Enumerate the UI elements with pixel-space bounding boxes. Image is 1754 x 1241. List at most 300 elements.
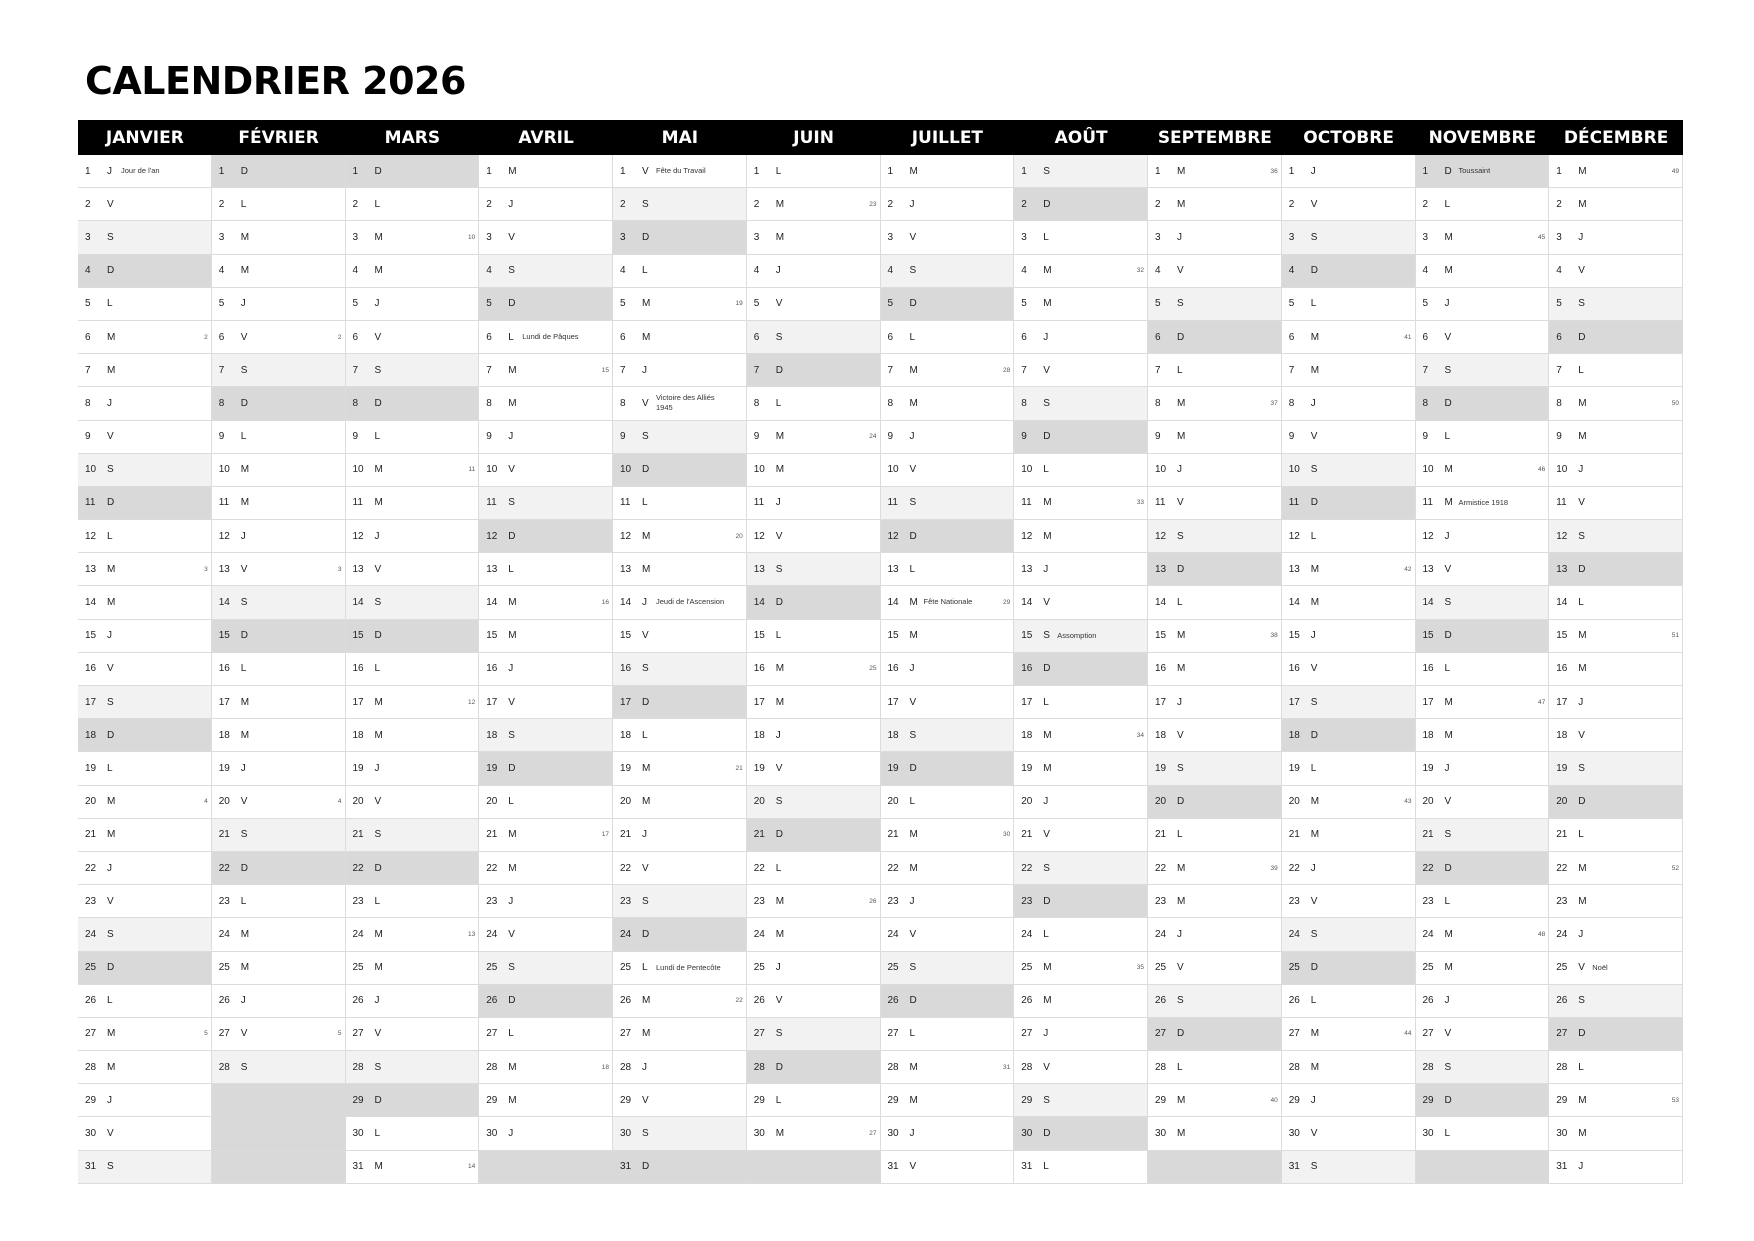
weekday-letter: M — [642, 331, 651, 343]
day-cell — [479, 786, 613, 819]
weekday-letter: V — [240, 796, 248, 808]
weekday-letter: J — [909, 1128, 915, 1140]
weekday-letter: V — [909, 231, 917, 243]
weekday-letter: L — [374, 1128, 381, 1140]
weekday-letter: S — [1310, 928, 1318, 940]
holiday-label: Lundi de Pâques — [522, 331, 579, 341]
day-cell — [881, 885, 1015, 918]
day-number: 19 — [1155, 762, 1167, 774]
day-cell — [479, 819, 613, 852]
weekday-letter: D — [775, 1061, 783, 1073]
day-cell — [1282, 786, 1416, 819]
day-number: 16 — [352, 663, 364, 675]
week-number: 46 — [1538, 466, 1546, 474]
day-number: 13 — [486, 563, 498, 575]
day-number: 17 — [1021, 696, 1033, 708]
day-cell — [1549, 686, 1683, 719]
weekday-letter: V — [1444, 796, 1452, 808]
day-cell — [1549, 752, 1683, 785]
empty-day-cell — [212, 1117, 346, 1150]
weekday-letter: J — [240, 530, 246, 542]
day-number: 22 — [887, 862, 899, 874]
weekday-letter: J — [508, 1128, 514, 1140]
day-cell — [613, 752, 747, 785]
day-cell — [346, 421, 480, 454]
day-number: 10 — [1021, 464, 1033, 476]
day-cell — [1148, 520, 1282, 553]
weekday-letter: J — [1578, 1161, 1584, 1173]
weekday-letter: V — [1444, 1028, 1452, 1040]
weekday-letter: L — [374, 895, 381, 907]
day-number: 25 — [1155, 962, 1167, 974]
day-number: 8 — [1556, 397, 1562, 409]
day-number: 22 — [352, 862, 364, 874]
weekday-letter: M — [107, 597, 116, 609]
weekday-letter: M — [107, 1028, 116, 1040]
day-number: 27 — [218, 1028, 230, 1040]
day-cell — [747, 321, 881, 354]
day-number: 26 — [85, 995, 97, 1007]
weekday-letter: D — [1444, 630, 1452, 642]
weekday-letter: M — [642, 995, 651, 1007]
day-cell — [613, 786, 747, 819]
day-cell — [1282, 852, 1416, 885]
day-cell — [1148, 1051, 1282, 1084]
day-number: 17 — [753, 696, 765, 708]
day-cell — [212, 819, 346, 852]
day-number: 13 — [887, 563, 899, 575]
day-number: 18 — [352, 729, 364, 741]
day-number: 1 — [620, 165, 626, 177]
day-cell — [1416, 1084, 1550, 1117]
day-number: 7 — [1422, 364, 1429, 376]
weekday-letter: L — [1043, 464, 1049, 476]
week-number: 29 — [1003, 599, 1011, 607]
day-number: 24 — [1288, 928, 1300, 940]
day-number: 25 — [620, 962, 632, 974]
day-cell — [78, 1084, 212, 1117]
weekday-letter: D — [1177, 796, 1185, 808]
day-cell — [78, 985, 212, 1018]
weekday-letter: J — [909, 431, 915, 443]
weekday-letter: M — [1578, 1128, 1587, 1140]
day-cell — [881, 1151, 1015, 1184]
week-number: 25 — [869, 665, 877, 673]
weekday-letter: L — [1177, 597, 1183, 609]
day-number: 27 — [1422, 1028, 1434, 1040]
weekday-letter: D — [642, 1161, 650, 1173]
day-cell — [747, 586, 881, 619]
weekday-letter: L — [642, 962, 648, 974]
day-number: 21 — [1155, 829, 1167, 841]
weekday-letter: J — [1043, 563, 1049, 575]
day-number: 26 — [486, 995, 498, 1007]
day-number: 26 — [352, 995, 364, 1007]
weekday-letter: M — [1444, 962, 1453, 974]
week-number: 5 — [204, 1030, 208, 1038]
weekday-letter: S — [909, 962, 917, 974]
day-cell — [747, 520, 881, 553]
day-number: 30 — [620, 1128, 632, 1140]
day-number: 26 — [1556, 995, 1568, 1007]
day-cell — [1549, 288, 1683, 321]
day-number: 19 — [85, 762, 97, 774]
weekday-letter: D — [1043, 895, 1051, 907]
day-number: 1 — [486, 165, 492, 177]
day-cell — [346, 819, 480, 852]
day-number: 10 — [85, 464, 97, 476]
weekday-letter: M — [107, 563, 116, 575]
weekday-letter: M — [1177, 1094, 1186, 1106]
day-number: 8 — [486, 397, 492, 409]
day-number: 10 — [486, 464, 498, 476]
day-number: 28 — [486, 1061, 498, 1073]
day-number: 11 — [1155, 497, 1166, 509]
month-header: DÉCEMBRE — [1563, 127, 1669, 148]
weekday-letter: S — [508, 962, 515, 974]
day-cell — [1416, 188, 1550, 221]
day-cell — [212, 786, 346, 819]
month-column — [1416, 155, 1550, 1184]
day-cell — [881, 288, 1015, 321]
day-number: 8 — [1021, 397, 1027, 409]
weekday-letter: L — [1043, 928, 1049, 940]
day-number: 15 — [1155, 630, 1167, 642]
day-number: 6 — [85, 331, 91, 343]
day-number: 22 — [753, 862, 765, 874]
day-cell — [479, 686, 613, 719]
day-cell — [346, 918, 480, 951]
day-number: 13 — [1021, 563, 1033, 575]
day-number: 24 — [1556, 928, 1568, 940]
day-number: 1 — [1155, 165, 1161, 177]
weekday-letter: M — [1578, 895, 1587, 907]
day-cell — [346, 952, 480, 985]
day-number: 23 — [218, 895, 230, 907]
day-number: 11 — [218, 497, 230, 509]
month-header: AVRIL — [518, 127, 574, 148]
day-number: 6 — [1155, 331, 1161, 343]
day-number: 20 — [85, 796, 97, 808]
week-number: 10 — [468, 233, 476, 241]
day-cell — [1549, 155, 1683, 188]
week-number: 24 — [869, 433, 877, 441]
day-cell — [881, 719, 1015, 752]
day-cell — [78, 686, 212, 719]
weekday-letter: D — [1310, 962, 1318, 974]
day-cell — [613, 918, 747, 951]
weekday-letter: M — [1177, 663, 1186, 675]
weekday-letter: L — [107, 995, 113, 1007]
day-cell — [747, 620, 881, 653]
weekday-letter: V — [508, 464, 515, 476]
day-cell — [747, 1117, 881, 1150]
day-cell — [1014, 520, 1148, 553]
day-cell — [1014, 454, 1148, 487]
day-number: 7 — [753, 364, 760, 376]
day-cell — [212, 188, 346, 221]
day-cell — [613, 387, 747, 420]
day-number: 5 — [352, 298, 359, 310]
week-number: 21 — [735, 764, 743, 772]
day-cell — [1014, 885, 1148, 918]
day-number: 1 — [85, 165, 91, 177]
day-cell — [1282, 221, 1416, 254]
weekday-letter: D — [1310, 729, 1318, 741]
day-number: 25 — [1556, 962, 1568, 974]
day-cell — [881, 786, 1015, 819]
day-cell — [346, 188, 480, 221]
day-cell — [78, 520, 212, 553]
weekday-letter: D — [374, 1094, 382, 1106]
holiday-label: Assomption — [1057, 630, 1097, 640]
month-header: SEPTEMBRE — [1157, 127, 1272, 148]
weekday-letter: M — [508, 597, 517, 609]
weekday-letter: S — [240, 364, 248, 376]
day-cell — [1416, 321, 1550, 354]
weekday-letter: M — [1043, 497, 1052, 509]
holiday-label: Armistice 1918 — [1458, 497, 1509, 507]
weekday-letter: D — [1177, 331, 1185, 343]
weekday-letter: M — [240, 497, 250, 509]
month-header: MARS — [384, 127, 441, 148]
weekday-letter: J — [240, 762, 246, 774]
holiday-label: Lundi de Pentecôte — [656, 962, 721, 972]
day-cell — [1549, 354, 1683, 387]
weekday-letter: V — [1043, 829, 1050, 841]
day-number: 17 — [85, 696, 97, 708]
day-cell — [613, 985, 747, 1018]
weekday-letter: S — [642, 198, 649, 210]
weekday-letter: V — [374, 563, 382, 575]
day-number: 30 — [486, 1128, 498, 1140]
weekday-letter: M — [909, 1061, 918, 1073]
weekday-letter: M — [1444, 928, 1453, 940]
day-cell — [613, 852, 747, 885]
day-cell — [1014, 288, 1148, 321]
day-number: 19 — [620, 762, 632, 774]
empty-day-cell — [479, 1151, 613, 1184]
weekday-letter: M — [909, 364, 918, 376]
month-column — [747, 155, 881, 1184]
weekday-letter: D — [240, 397, 248, 409]
day-number: 6 — [218, 331, 225, 343]
day-number: 14 — [486, 597, 498, 609]
day-number: 19 — [218, 762, 230, 774]
day-cell — [1014, 620, 1148, 653]
day-number: 11 — [1021, 497, 1032, 509]
day-number: 1 — [1021, 165, 1027, 177]
day-cell — [1014, 1051, 1148, 1084]
month-column — [1549, 155, 1683, 1184]
day-number: 18 — [1021, 729, 1033, 741]
day-number: 4 — [1155, 265, 1161, 277]
day-cell — [747, 786, 881, 819]
month-header: MAI — [661, 127, 699, 148]
day-number: 9 — [486, 431, 492, 443]
day-cell — [747, 885, 881, 918]
day-cell — [1148, 1117, 1282, 1150]
day-number: 7 — [620, 364, 626, 376]
weekday-letter: J — [374, 298, 380, 310]
day-cell — [881, 985, 1015, 1018]
day-cell — [747, 288, 881, 321]
day-cell — [212, 653, 346, 686]
day-number: 9 — [1021, 431, 1027, 443]
weekday-letter: J — [508, 895, 514, 907]
day-cell — [1282, 885, 1416, 918]
weekday-letter: M — [1578, 397, 1587, 409]
day-cell — [212, 586, 346, 619]
day-number: 8 — [85, 397, 91, 409]
week-number: 37 — [1270, 399, 1278, 407]
weekday-letter: V — [909, 928, 917, 940]
day-number: 24 — [887, 928, 899, 940]
day-number: 30 — [753, 1128, 765, 1140]
day-number: 12 — [1155, 530, 1167, 542]
day-number: 23 — [85, 895, 97, 907]
week-number: 17 — [601, 831, 609, 839]
day-number: 5 — [620, 298, 626, 310]
day-number: 14 — [1422, 597, 1434, 609]
day-cell — [1416, 1117, 1550, 1150]
weekday-letter: M — [240, 928, 250, 940]
day-cell — [479, 719, 613, 752]
day-cell — [1282, 387, 1416, 420]
day-number: 30 — [1422, 1128, 1434, 1140]
day-cell — [212, 221, 346, 254]
weekday-letter: D — [1310, 265, 1318, 277]
day-cell — [212, 387, 346, 420]
day-cell — [1549, 852, 1683, 885]
weekday-letter: S — [1043, 862, 1050, 874]
day-cell — [881, 387, 1015, 420]
day-cell — [1282, 752, 1416, 785]
weekday-letter: J — [508, 663, 514, 675]
day-cell — [479, 321, 613, 354]
weekday-letter: M — [374, 962, 383, 974]
day-number: 5 — [1288, 298, 1295, 310]
day-cell — [346, 1117, 480, 1150]
day-cell — [613, 255, 747, 288]
day-cell — [1549, 586, 1683, 619]
day-cell — [613, 1018, 747, 1051]
day-number: 19 — [352, 762, 364, 774]
weekday-letter: D — [240, 862, 248, 874]
day-cell — [479, 653, 613, 686]
day-cell — [1014, 155, 1148, 188]
day-cell — [1282, 586, 1416, 619]
weekday-letter: M — [508, 829, 517, 841]
weekday-letter: J — [1310, 862, 1316, 874]
day-cell — [479, 586, 613, 619]
weekday-letter: D — [240, 165, 248, 177]
day-number: 5 — [1155, 298, 1161, 310]
day-cell — [1282, 653, 1416, 686]
month-column — [1148, 155, 1282, 1184]
day-cell — [1014, 952, 1148, 985]
day-number: 13 — [753, 563, 765, 575]
day-number: 16 — [1155, 663, 1167, 675]
weekday-letter: V — [642, 165, 649, 177]
weekday-letter: M — [1578, 630, 1587, 642]
weekday-letter: M — [909, 630, 918, 642]
weekday-letter: M — [1043, 298, 1052, 310]
day-cell — [78, 1018, 212, 1051]
weekday-letter: D — [1444, 165, 1452, 177]
day-number: 3 — [887, 231, 894, 243]
day-cell — [212, 985, 346, 1018]
weekday-letter: D — [374, 165, 382, 177]
week-number: 43 — [1404, 798, 1412, 806]
day-number: 30 — [1021, 1128, 1033, 1140]
day-number: 23 — [1556, 895, 1568, 907]
day-number: 14 — [218, 597, 230, 609]
week-number: 2 — [337, 333, 342, 341]
day-cell — [1549, 1051, 1683, 1084]
weekday-letter: J — [107, 397, 112, 409]
day-number: 23 — [352, 895, 364, 907]
day-number: 16 — [887, 663, 899, 675]
weekday-letter: M — [775, 1128, 785, 1140]
day-number: 12 — [218, 530, 230, 542]
weekday-letter: V — [107, 895, 114, 907]
day-number: 5 — [1021, 298, 1027, 310]
weekday-letter: D — [1578, 796, 1586, 808]
day-number: 23 — [1422, 895, 1434, 907]
day-number: 15 — [352, 630, 364, 642]
day-number: 27 — [620, 1028, 632, 1040]
month-header: AOÛT — [1054, 127, 1108, 148]
day-cell — [346, 155, 480, 188]
weekday-letter: L — [775, 397, 782, 409]
day-cell — [1014, 686, 1148, 719]
weekday-letter: J — [1043, 796, 1049, 808]
day-number: 26 — [218, 995, 230, 1007]
day-number: 20 — [620, 796, 632, 808]
day-number: 28 — [1288, 1061, 1300, 1073]
day-number: 1 — [1288, 165, 1295, 177]
weekday-letter: J — [642, 364, 647, 376]
day-cell — [1014, 918, 1148, 951]
day-number: 31 — [1021, 1161, 1033, 1173]
day-cell — [1549, 620, 1683, 653]
day-cell — [1014, 553, 1148, 586]
day-number: 7 — [1021, 364, 1027, 376]
day-cell — [1416, 752, 1550, 785]
holiday-label: Fête Nationale — [923, 597, 973, 607]
day-number: 10 — [1556, 464, 1568, 476]
day-cell — [212, 719, 346, 752]
day-cell — [747, 255, 881, 288]
day-cell — [613, 288, 747, 321]
weekday-letter: M — [508, 1094, 517, 1106]
weekday-letter: L — [1578, 597, 1584, 609]
weekday-letter: J — [1310, 630, 1316, 642]
weekday-letter: L — [642, 497, 648, 509]
weekday-letter: V — [775, 298, 783, 310]
weekday-letter: L — [909, 796, 916, 808]
day-number: 29 — [1556, 1094, 1568, 1106]
day-number: 15 — [1556, 630, 1568, 642]
weekday-letter: M — [642, 298, 651, 310]
weekday-letter: M — [240, 231, 250, 243]
day-cell — [78, 1117, 212, 1150]
day-cell — [1148, 985, 1282, 1018]
day-cell — [881, 421, 1015, 454]
day-cell — [1549, 255, 1683, 288]
day-number: 26 — [620, 995, 632, 1007]
